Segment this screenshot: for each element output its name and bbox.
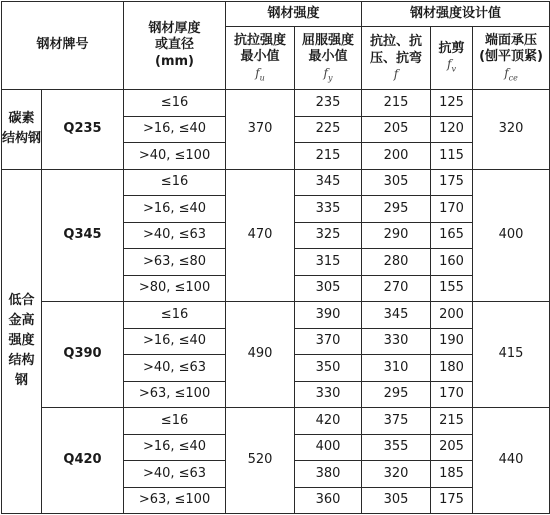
header-fv-symbol [431, 57, 472, 74]
f-cell: 310 [362, 355, 431, 382]
fv-cell: 180 [431, 355, 473, 382]
header-strength-group: 钢材强度 [226, 2, 362, 27]
header-fy-line-1: 屈服强度 [302, 33, 355, 49]
fy-cell: 350 [295, 355, 362, 382]
f-cell: 290 [362, 222, 431, 249]
group-low-alloy-line-1: 低合 [8, 292, 35, 308]
group-low-alloy-steel [2, 169, 42, 514]
f-cell: 295 [362, 381, 431, 408]
fv-cell: 160 [431, 249, 473, 276]
header-f-line-2: 压、抗弯 [370, 50, 423, 66]
header-fv-symbol-main: f [447, 57, 452, 72]
group-carbon-line-2: 结构钢 [2, 131, 42, 147]
f-cell: 205 [362, 116, 431, 143]
fv-cell: 125 [431, 90, 473, 117]
fv-cell: 120 [431, 116, 473, 143]
header-fce [473, 27, 550, 90]
fu-cell-q420: 520 [226, 408, 295, 514]
fv-cell: 215 [431, 408, 473, 435]
fv-cell: 170 [431, 196, 473, 223]
f-cell: 280 [362, 249, 431, 276]
fy-cell: 235 [295, 90, 362, 117]
group-low-alloy-line-3: 强度 [8, 333, 35, 349]
table-row [2, 302, 550, 329]
f-cell: 375 [362, 408, 431, 435]
header-fy-symbol-sub: y [327, 72, 333, 82]
header-fy-symbol [295, 66, 361, 83]
header-fv-line-1: 抗剪 [438, 41, 465, 57]
header-fy-symbol-main: f [323, 65, 328, 80]
header-thickness-line-2: 或直径 [155, 37, 195, 53]
group-low-alloy-line-5: 钢 [14, 373, 28, 389]
header-thickness-line-1: 钢材厚度 [148, 21, 201, 37]
thickness-cell: >40, ≤63 [124, 222, 226, 249]
header-fu [226, 27, 295, 90]
fy-cell: 420 [295, 408, 362, 435]
fv-cell: 200 [431, 302, 473, 329]
group-low-alloy-line-2: 金高 [8, 313, 35, 329]
table-row [2, 90, 550, 117]
header-fce-symbol-sub: ce [508, 72, 518, 82]
f-cell: 355 [362, 434, 431, 461]
thickness-cell: ≤16 [124, 90, 226, 117]
thickness-cell: >16, ≤40 [124, 328, 226, 355]
header-fy [295, 27, 362, 90]
f-cell: 320 [362, 461, 431, 488]
f-cell: 305 [362, 487, 431, 514]
fu-cell-q390: 490 [226, 302, 295, 408]
header-fu-symbol [226, 66, 294, 83]
header-fv-symbol-sub: v [451, 64, 457, 74]
fce-cell-q420: 440 [473, 408, 550, 514]
grade-q420: Q420 [42, 408, 124, 514]
header-fu-line-2: 最小值 [240, 49, 280, 65]
thickness-cell: ≤16 [124, 302, 226, 329]
header-fu-symbol-main: f [255, 65, 260, 80]
header-f-symbol-main: f [393, 66, 399, 81]
header-design-group: 钢材强度设计值 [362, 2, 550, 27]
header-fce-symbol [473, 66, 549, 83]
header-fv [431, 27, 473, 90]
fv-cell: 155 [431, 275, 473, 302]
fy-cell: 305 [295, 275, 362, 302]
grade-q345: Q345 [42, 169, 124, 302]
fy-cell: 330 [295, 381, 362, 408]
header-fu-line-1: 抗拉强度 [234, 33, 287, 49]
f-cell: 330 [362, 328, 431, 355]
fu-cell-q235: 370 [226, 90, 295, 170]
group-carbon-line-1: 碳素 [8, 111, 35, 127]
header-fce-line-2: (刨平顶紧) [479, 49, 543, 65]
thickness-cell: >63, ≤100 [124, 487, 226, 514]
fy-cell: 225 [295, 116, 362, 143]
fu-cell-q345: 470 [226, 169, 295, 302]
header-fy-line-2: 最小值 [308, 49, 348, 65]
thickness-cell: >80, ≤100 [124, 275, 226, 302]
fy-cell: 400 [295, 434, 362, 461]
fy-cell: 345 [295, 169, 362, 196]
thickness-cell: >40, ≤63 [124, 461, 226, 488]
thickness-cell: >40, ≤63 [124, 355, 226, 382]
fy-cell: 370 [295, 328, 362, 355]
fy-cell: 380 [295, 461, 362, 488]
group-low-alloy-line-4: 结构 [8, 353, 35, 369]
thickness-cell: >63, ≤100 [124, 381, 226, 408]
thickness-cell: >63, ≤80 [124, 249, 226, 276]
fy-cell: 335 [295, 196, 362, 223]
header-f [362, 27, 431, 90]
fv-cell: 165 [431, 222, 473, 249]
fv-cell: 175 [431, 169, 473, 196]
fy-cell: 360 [295, 487, 362, 514]
f-cell: 345 [362, 302, 431, 329]
header-fce-line-1: 端面承压 [485, 33, 538, 49]
f-cell: 200 [362, 143, 431, 170]
thickness-cell: ≤16 [124, 169, 226, 196]
fy-cell: 325 [295, 222, 362, 249]
fy-cell: 215 [295, 143, 362, 170]
f-cell: 295 [362, 196, 431, 223]
fv-cell: 205 [431, 434, 473, 461]
fv-cell: 115 [431, 143, 473, 170]
group-carbon-steel [2, 90, 42, 170]
header-fce-symbol-main: f [504, 65, 509, 80]
table-row [2, 169, 550, 196]
thickness-cell: >16, ≤40 [124, 434, 226, 461]
steel-strength-table [1, 1, 550, 514]
f-cell: 270 [362, 275, 431, 302]
thickness-cell: >16, ≤40 [124, 116, 226, 143]
header-f-line-1: 抗拉、抗 [370, 34, 423, 50]
fv-cell: 170 [431, 381, 473, 408]
header-f-symbol [362, 67, 430, 82]
fce-cell-q390: 415 [473, 302, 550, 408]
thickness-cell: >16, ≤40 [124, 196, 226, 223]
fv-cell: 185 [431, 461, 473, 488]
fy-cell: 390 [295, 302, 362, 329]
fy-cell: 315 [295, 249, 362, 276]
fv-cell: 175 [431, 487, 473, 514]
fv-cell: 190 [431, 328, 473, 355]
header-fu-symbol-sub: u [259, 72, 265, 82]
thickness-cell: >40, ≤100 [124, 143, 226, 170]
header-grade: 钢材牌号 [2, 2, 124, 90]
table-row [2, 408, 550, 435]
grade-q390: Q390 [42, 302, 124, 408]
grade-q235: Q235 [42, 90, 124, 170]
header-thickness-line-3: (mm) [155, 53, 194, 69]
f-cell: 215 [362, 90, 431, 117]
fce-cell-q345: 400 [473, 169, 550, 302]
thickness-cell: ≤16 [124, 408, 226, 435]
fce-cell-q235: 320 [473, 90, 550, 170]
header-thickness [124, 2, 226, 90]
f-cell: 305 [362, 169, 431, 196]
